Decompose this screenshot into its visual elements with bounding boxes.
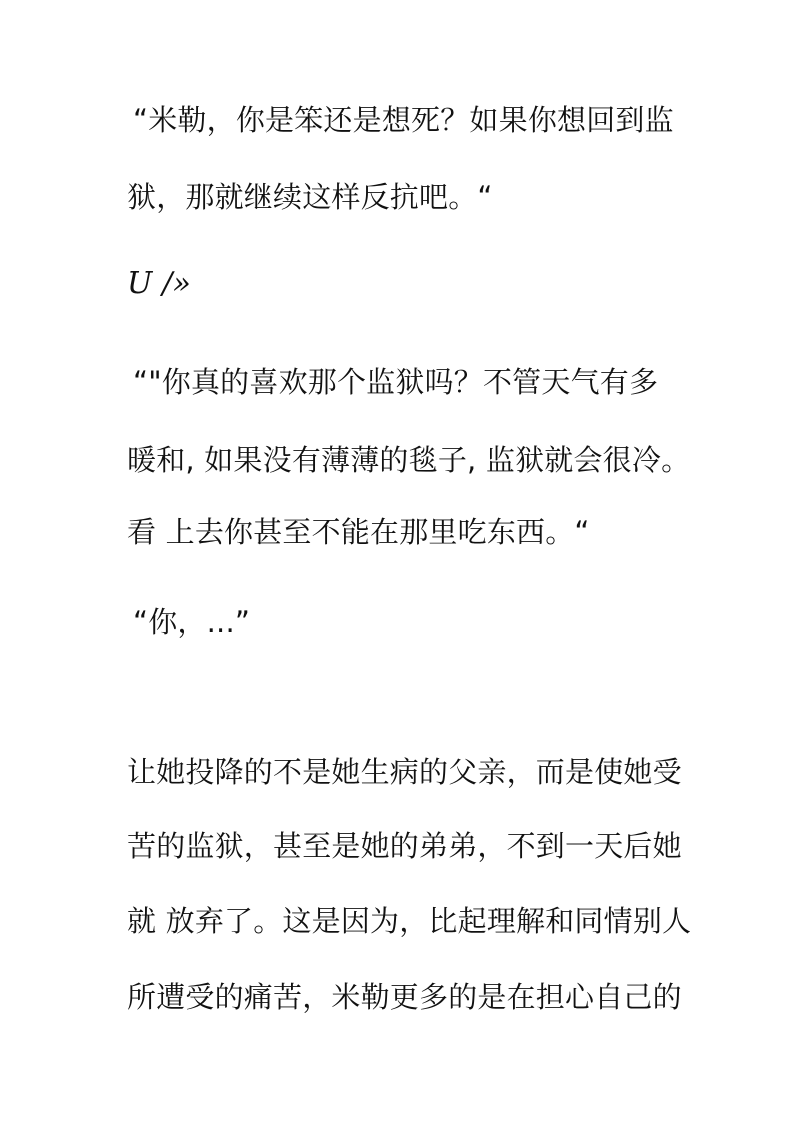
text-line: 狱，那就继续这样反抗吧。“ — [127, 180, 493, 214]
text-line: 暖和, 如果没有薄薄的毯子, 监狱就会很冷。 — [127, 443, 691, 477]
text-line: “你，...” — [133, 605, 251, 639]
text-line: “"你真的喜欢那个监狱吗？不管天气有多 — [133, 365, 659, 399]
text-line: 苦的监狱，甚至是她的弟弟，不到一天后她 — [127, 829, 682, 863]
text-line: 就 放弃了。这是因为，比起理解和同情别人 — [127, 904, 692, 938]
text-line: 让她投降的不是她生病的父亲，而是使她受 — [127, 755, 682, 789]
text-line: “米勒，你是笨还是想死？如果你想回到监 — [133, 103, 674, 137]
text-line: 看 上去你甚至不能在那里吃东西。“ — [127, 515, 590, 549]
text-line: U /» — [127, 266, 192, 301]
text-line: 所遭受的痛苦，米勒更多的是在担心自己的 — [127, 980, 682, 1014]
